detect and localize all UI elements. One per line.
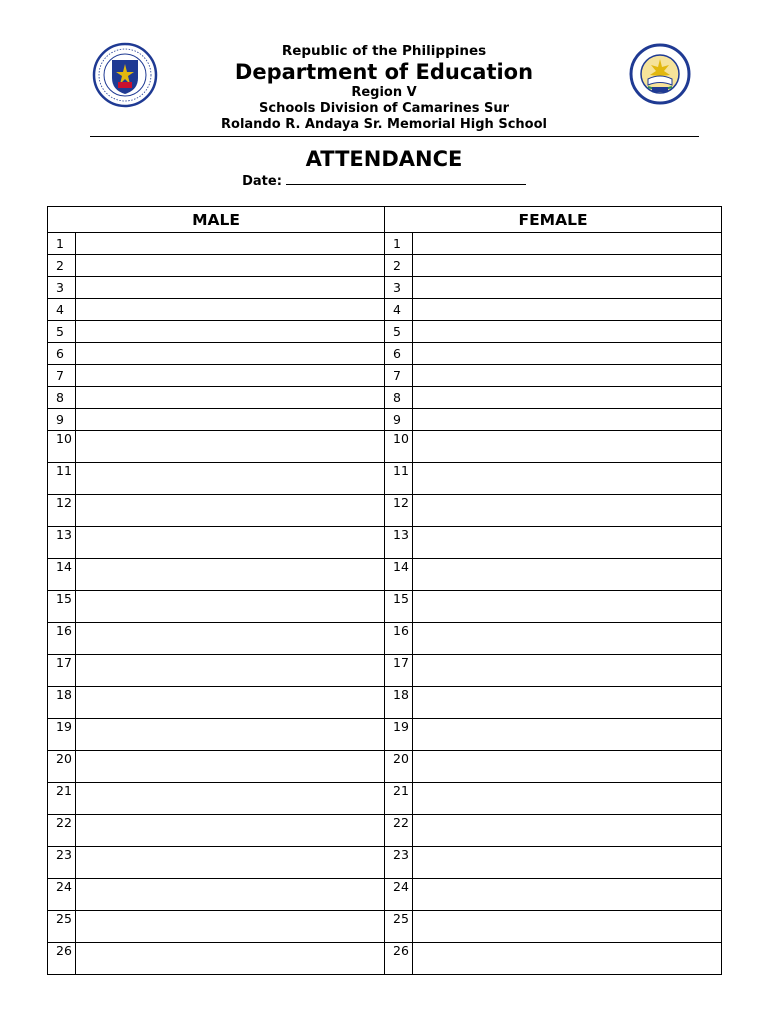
- female-row-number: 10: [385, 431, 413, 463]
- male-name-cell[interactable]: [76, 527, 385, 559]
- female-name-cell[interactable]: [413, 233, 722, 255]
- male-name-cell[interactable]: [76, 495, 385, 527]
- female-name-cell[interactable]: [413, 623, 722, 655]
- division-line: Schools Division of Camarines Sur: [259, 101, 509, 116]
- female-name-cell[interactable]: [413, 559, 722, 591]
- male-row-number: 15: [48, 591, 76, 623]
- male-row-number: 20: [48, 751, 76, 783]
- female-row-number: 1: [385, 233, 413, 255]
- female-row-number: 9: [385, 409, 413, 431]
- header-divider: [90, 136, 699, 137]
- female-row-number: 13: [385, 527, 413, 559]
- table-row: [48, 655, 722, 687]
- female-row-number: 4: [385, 299, 413, 321]
- female-row-number: 25: [385, 911, 413, 943]
- female-row-number: 6: [385, 343, 413, 365]
- male-column-header: MALE: [48, 207, 385, 233]
- table-row: [48, 687, 722, 719]
- female-row-number: 19: [385, 719, 413, 751]
- female-name-cell[interactable]: [413, 255, 722, 277]
- male-name-cell[interactable]: [76, 655, 385, 687]
- male-name-cell[interactable]: [76, 815, 385, 847]
- male-name-cell[interactable]: [76, 687, 385, 719]
- female-row-number: 11: [385, 463, 413, 495]
- male-name-cell[interactable]: [76, 255, 385, 277]
- female-name-cell[interactable]: [413, 591, 722, 623]
- female-name-cell[interactable]: [413, 495, 722, 527]
- male-name-cell[interactable]: [76, 409, 385, 431]
- school-name: Rolando R. Andaya Sr. Memorial High School: [221, 117, 547, 132]
- male-name-cell[interactable]: [76, 847, 385, 879]
- female-name-cell[interactable]: [413, 847, 722, 879]
- female-name-cell[interactable]: [413, 943, 722, 975]
- female-name-cell[interactable]: [413, 277, 722, 299]
- male-row-number: 5: [48, 321, 76, 343]
- table-row: [48, 751, 722, 783]
- republic-line: Republic of the Philippines: [281, 43, 487, 59]
- female-row-number: 24: [385, 879, 413, 911]
- male-name-cell[interactable]: [76, 321, 385, 343]
- table-row: [48, 387, 722, 409]
- female-row-number: 17: [385, 655, 413, 687]
- female-name-cell[interactable]: [413, 365, 722, 387]
- table-row: [48, 495, 722, 527]
- female-row-number: 22: [385, 815, 413, 847]
- table-row: [48, 343, 722, 365]
- table-row: [48, 783, 722, 815]
- table-row: [48, 463, 722, 495]
- male-name-cell[interactable]: [76, 343, 385, 365]
- female-name-cell[interactable]: [413, 527, 722, 559]
- male-row-number: 19: [48, 719, 76, 751]
- table-row: [48, 277, 722, 299]
- table-row: [48, 879, 722, 911]
- male-row-number: 10: [48, 431, 76, 463]
- female-name-cell[interactable]: [413, 815, 722, 847]
- male-name-cell[interactable]: [76, 623, 385, 655]
- male-row-number: 7: [48, 365, 76, 387]
- male-name-cell[interactable]: [76, 233, 385, 255]
- male-row-number: 2: [48, 255, 76, 277]
- table-row: [48, 255, 722, 277]
- male-row-number: 26: [48, 943, 76, 975]
- male-row-number: 8: [48, 387, 76, 409]
- female-row-number: 15: [385, 591, 413, 623]
- table-row: [48, 911, 722, 943]
- male-row-number: 4: [48, 299, 76, 321]
- female-row-number: 14: [385, 559, 413, 591]
- female-row-number: 18: [385, 687, 413, 719]
- male-name-cell[interactable]: [76, 559, 385, 591]
- male-row-number: 16: [48, 623, 76, 655]
- male-row-number: 18: [48, 687, 76, 719]
- male-name-cell[interactable]: [76, 751, 385, 783]
- male-name-cell[interactable]: [76, 463, 385, 495]
- male-name-cell[interactable]: [76, 299, 385, 321]
- male-name-cell[interactable]: [76, 879, 385, 911]
- female-row-number: 8: [385, 387, 413, 409]
- date-blank-line[interactable]: [286, 173, 526, 185]
- male-row-number: 24: [48, 879, 76, 911]
- female-name-cell[interactable]: [413, 463, 722, 495]
- male-name-cell[interactable]: [76, 277, 385, 299]
- male-row-number: 3: [48, 277, 76, 299]
- male-name-cell[interactable]: [76, 431, 385, 463]
- table-row: [48, 321, 722, 343]
- female-row-number: 7: [385, 365, 413, 387]
- female-name-cell[interactable]: [413, 387, 722, 409]
- male-name-cell[interactable]: [76, 591, 385, 623]
- male-name-cell[interactable]: [76, 783, 385, 815]
- table-row: [48, 623, 722, 655]
- table-row: [48, 431, 722, 463]
- male-row-number: 17: [48, 655, 76, 687]
- male-row-number: 22: [48, 815, 76, 847]
- female-row-number: 21: [385, 783, 413, 815]
- female-row-number: 3: [385, 277, 413, 299]
- male-name-cell[interactable]: [76, 719, 385, 751]
- male-row-number: 14: [48, 559, 76, 591]
- table-row: [48, 527, 722, 559]
- table-row: [48, 409, 722, 431]
- department-line: Department of Education: [234, 60, 534, 84]
- female-row-number: 20: [385, 751, 413, 783]
- page-title: ATTENDANCE: [305, 147, 463, 171]
- table-row: [48, 719, 722, 751]
- male-row-number: 23: [48, 847, 76, 879]
- female-name-cell[interactable]: [413, 719, 722, 751]
- date-label: Date:: [242, 174, 282, 189]
- region-line: Region V: [351, 85, 417, 100]
- attendance-table: [47, 206, 722, 975]
- table-row: [48, 943, 722, 975]
- female-row-number: 5: [385, 321, 413, 343]
- table-row: [48, 591, 722, 623]
- female-name-cell[interactable]: [413, 431, 722, 463]
- female-name-cell[interactable]: [413, 299, 722, 321]
- female-name-cell[interactable]: [413, 687, 722, 719]
- male-name-cell[interactable]: [76, 387, 385, 409]
- female-name-cell[interactable]: [413, 751, 722, 783]
- female-name-cell[interactable]: [413, 321, 722, 343]
- male-row-number: 21: [48, 783, 76, 815]
- table-row: [48, 815, 722, 847]
- female-row-number: 2: [385, 255, 413, 277]
- date-row: [0, 173, 768, 189]
- table-row: [48, 299, 722, 321]
- table-row: [48, 847, 722, 879]
- male-name-cell[interactable]: [76, 365, 385, 387]
- female-row-number: 26: [385, 943, 413, 975]
- table-row: [48, 233, 722, 255]
- male-row-number: 6: [48, 343, 76, 365]
- female-name-cell[interactable]: [413, 879, 722, 911]
- male-name-cell[interactable]: [76, 911, 385, 943]
- female-column-header: FEMALE: [385, 207, 722, 233]
- male-row-number: 9: [48, 409, 76, 431]
- male-row-number: 13: [48, 527, 76, 559]
- female-name-cell[interactable]: [413, 409, 722, 431]
- table-row: [48, 365, 722, 387]
- female-row-number: 16: [385, 623, 413, 655]
- male-row-number: 12: [48, 495, 76, 527]
- female-row-number: 23: [385, 847, 413, 879]
- female-name-cell[interactable]: [413, 343, 722, 365]
- male-row-number: 25: [48, 911, 76, 943]
- male-name-cell[interactable]: [76, 943, 385, 975]
- female-name-cell[interactable]: [413, 783, 722, 815]
- attendance-rows: [48, 233, 722, 975]
- female-name-cell[interactable]: [413, 911, 722, 943]
- male-row-number: 11: [48, 463, 76, 495]
- female-row-number: 12: [385, 495, 413, 527]
- table-row: [48, 559, 722, 591]
- female-name-cell[interactable]: [413, 655, 722, 687]
- male-row-number: 1: [48, 233, 76, 255]
